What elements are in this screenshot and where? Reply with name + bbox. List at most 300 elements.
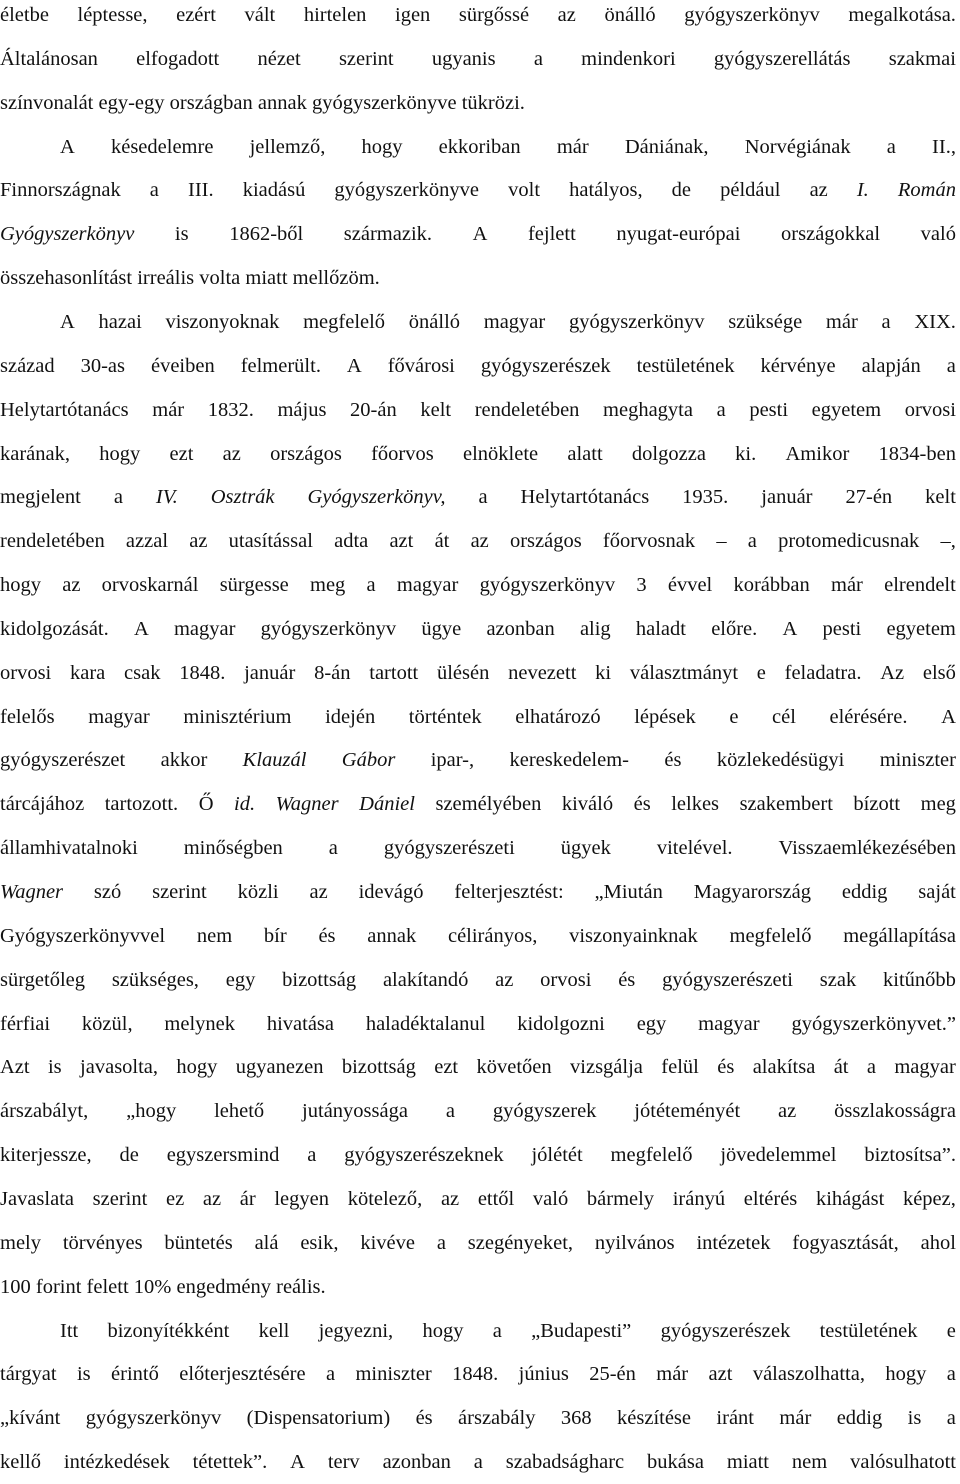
word: igen: [395, 4, 431, 26]
word: választmányt: [629, 661, 739, 684]
text-line: [0, 958, 956, 1002]
word: szerint: [152, 881, 207, 903]
word: bízott: [853, 793, 901, 816]
word: 1935.: [682, 486, 729, 509]
word: bizottság: [341, 1056, 416, 1079]
word: főorvosnak: [602, 530, 696, 553]
word: megfelelő: [729, 924, 812, 947]
italic-word: id.: [234, 793, 256, 816]
word: fogyasztását,: [792, 1231, 899, 1254]
word: való: [920, 223, 956, 246]
word: szak: [819, 968, 857, 991]
word: hirtelen: [303, 4, 367, 26]
word: vizsgálja: [570, 1056, 643, 1079]
word: azt: [708, 1363, 733, 1386]
word: kidolgozását.: [0, 617, 109, 640]
italic-word: Gábor: [341, 749, 396, 772]
word: a: [716, 398, 726, 421]
word: hogy: [422, 1319, 464, 1342]
word: gyógyszerkönyvet.”: [791, 1012, 956, 1035]
word: Amikor: [785, 442, 850, 465]
word: jegyezni,: [318, 1319, 394, 1342]
word: kiváló: [561, 793, 614, 816]
word: és: [318, 924, 336, 947]
word: –,: [940, 530, 956, 553]
word: az: [440, 1187, 460, 1210]
word: felmerült.: [240, 354, 321, 377]
word: életbe: [0, 4, 49, 26]
word: a: [946, 1407, 956, 1430]
word: Az: [880, 661, 905, 684]
word: gyógyszerészek: [480, 354, 611, 377]
word: gyógyszerkönyv: [85, 1407, 222, 1430]
word: hivatása: [266, 1012, 334, 1035]
word: gyógyszerek: [492, 1100, 597, 1123]
word: nem: [791, 1451, 828, 1474]
word: szakembert: [739, 793, 833, 816]
word: éveiben: [150, 354, 215, 377]
word: elérésére.: [829, 705, 908, 728]
word: léptesse,: [77, 4, 148, 26]
text-line: [0, 1177, 956, 1221]
word: az: [222, 442, 241, 465]
text-line: [0, 1002, 956, 1046]
text-line: [0, 168, 956, 212]
word: szükséges,: [111, 968, 199, 991]
word: például: [720, 179, 781, 202]
word: hogy: [361, 135, 403, 158]
word: gyógyszerellátás: [713, 47, 851, 70]
text-line: [0, 782, 956, 826]
text-line: [0, 0, 956, 37]
word: színvonalát: [0, 91, 94, 114]
word: bizottság: [282, 968, 357, 991]
word: feladatra.: [784, 661, 862, 684]
word: megfelelő: [303, 310, 386, 333]
word: gyógyszerkönyv: [260, 617, 397, 640]
word: évvel: [667, 574, 713, 597]
word: lépések: [634, 705, 696, 728]
word: bukása: [647, 1451, 704, 1474]
word: egy-egy: [98, 91, 165, 114]
text-line: [60, 300, 956, 344]
word: hazai: [98, 310, 142, 333]
italic-word: Dániel: [359, 793, 415, 816]
text-line: [0, 1221, 956, 1265]
word: a: [149, 179, 159, 202]
word: A: [60, 310, 75, 333]
word: ezért: [176, 4, 216, 26]
word: ezt: [434, 1056, 459, 1079]
word: akkor: [160, 749, 208, 772]
word: rendeletében: [474, 398, 580, 421]
word: tárgyat: [0, 1363, 57, 1386]
word: büntetés: [164, 1231, 233, 1254]
word: kivéve: [360, 1231, 415, 1254]
word: gyógyszerészeti: [662, 968, 793, 991]
word: alapján: [861, 354, 921, 377]
word: cél: [772, 705, 796, 728]
word: egyszersmind: [166, 1144, 280, 1167]
word: század: [0, 354, 55, 377]
word: is: [76, 1363, 91, 1386]
word: 30-as: [80, 354, 125, 377]
text-line: [0, 563, 956, 607]
word: ezt: [169, 442, 194, 465]
word: orvosi: [904, 398, 956, 421]
word: és: [415, 1407, 433, 1430]
word: már: [556, 135, 589, 158]
word: ahol: [920, 1231, 956, 1254]
word: törvényes: [62, 1231, 143, 1254]
word: nevezett: [508, 661, 577, 684]
word: szerint: [338, 47, 394, 70]
word: jótéteményét: [634, 1100, 741, 1123]
word: idején: [325, 705, 376, 728]
word: gyógyszerészek: [660, 1319, 791, 1342]
word: A: [60, 135, 75, 158]
italic-word: Wagner: [275, 793, 339, 816]
italic-word: Osztrák: [210, 486, 275, 509]
word: jólétét: [531, 1144, 583, 1167]
word: a: [492, 1319, 502, 1342]
word: jutányossága: [302, 1100, 408, 1123]
word: irreális: [137, 267, 195, 290]
word: már: [831, 574, 863, 597]
word: eddig: [836, 1407, 883, 1430]
word: Finnországnak: [0, 179, 121, 202]
word: szüksége: [728, 310, 803, 333]
word: magyar: [894, 1056, 956, 1079]
word: de: [119, 1144, 139, 1167]
word: közli: [237, 881, 279, 903]
text-line: [0, 1045, 956, 1089]
italic-word: IV.: [155, 486, 178, 509]
text-line: [0, 826, 956, 870]
word: 1848.: [452, 1363, 499, 1386]
word: 8-án: [314, 661, 351, 684]
word: annak: [367, 924, 417, 947]
word: kiterjessze,: [0, 1144, 92, 1167]
word: elhatározó: [515, 705, 601, 728]
word: át: [833, 1056, 849, 1079]
word: meg: [920, 793, 956, 816]
word: 1848.: [179, 661, 226, 684]
word: (Dispensatorium): [246, 1407, 391, 1430]
word: 1834-ben: [878, 442, 956, 465]
word: történtek: [408, 705, 482, 728]
word: „kívánt: [0, 1407, 61, 1430]
text-line: [0, 388, 956, 432]
word: május: [277, 398, 327, 421]
word: és: [717, 1056, 735, 1079]
word: a: [886, 135, 896, 158]
word: január: [244, 661, 296, 684]
word: biztosítsa”.: [864, 1144, 956, 1167]
text-line: [0, 870, 956, 914]
word: annak: [257, 91, 307, 114]
word: államhivatalnoki: [0, 837, 138, 860]
word: tétettek”.: [192, 1451, 268, 1474]
word: át: [434, 530, 450, 553]
text-line: [0, 607, 956, 651]
word: forint: [35, 1275, 82, 1298]
word: legyen: [274, 1187, 330, 1210]
word: esik,: [300, 1231, 339, 1254]
word: –: [716, 530, 727, 553]
word: megjelent: [0, 486, 81, 509]
word: kellő: [0, 1451, 41, 1474]
word: ár: [239, 1187, 256, 1210]
word: Norvégiának: [744, 135, 851, 158]
word: lelkes: [671, 793, 720, 816]
word: 1832.: [207, 398, 254, 421]
word: III.: [188, 179, 214, 202]
italic-word: Klauzál: [242, 749, 307, 772]
word: intézkedések: [63, 1451, 170, 1474]
word: gyógyszerkönyv: [684, 4, 820, 26]
word: eddig: [841, 881, 888, 903]
word: ipar-,: [430, 749, 475, 772]
text-line: [0, 914, 956, 958]
word: is: [174, 223, 189, 246]
word: is: [907, 1407, 922, 1430]
word: gyógyszerészet: [0, 749, 126, 772]
word: ez: [166, 1187, 185, 1210]
word: gyógyszerkönyv: [568, 310, 705, 333]
word: gyógyszerészeti: [383, 837, 515, 860]
word: csak: [124, 661, 161, 684]
word: és: [618, 968, 636, 991]
word: valósulhatott: [850, 1451, 956, 1474]
word: válaszolhatta,: [752, 1363, 865, 1386]
text-line: [0, 1396, 956, 1440]
word: a: [113, 486, 123, 509]
text-line: [0, 432, 956, 476]
text-line: [0, 475, 956, 519]
word: már: [825, 310, 858, 333]
word: Ő: [198, 793, 214, 816]
word: utasítással: [228, 530, 313, 553]
word: miatt: [726, 1451, 770, 1474]
word: a: [946, 1363, 956, 1386]
word: mely: [0, 1231, 41, 1254]
word: önálló: [408, 310, 461, 333]
word: kötelező,: [347, 1187, 423, 1210]
word: kell: [258, 1319, 290, 1342]
word: gyógyszerészeknek: [344, 1144, 504, 1167]
word: készítése: [617, 1407, 692, 1430]
word: volt: [508, 179, 541, 202]
word: nem: [196, 924, 233, 947]
word: 20-án: [350, 398, 397, 421]
word: Helytartótanács: [0, 398, 129, 421]
word: pesti: [822, 617, 862, 640]
word: azonban: [382, 1451, 451, 1474]
word: megalkotása.: [848, 4, 956, 26]
word: korábban: [733, 574, 810, 597]
word: orvosi: [0, 661, 52, 684]
word: sürgőssé: [458, 4, 530, 26]
word: nyugat-európai: [616, 223, 741, 246]
word: ugyanis: [431, 47, 496, 70]
word: kitűnőbb: [883, 968, 956, 991]
word: e: [756, 661, 766, 684]
word: volta: [199, 267, 241, 290]
word: Dániának,: [624, 135, 709, 158]
word: melynek: [164, 1012, 235, 1035]
word: követően: [476, 1056, 552, 1079]
word: elfogadott: [136, 47, 220, 70]
text-line: [0, 1265, 956, 1309]
word: ekkoriban: [438, 135, 521, 158]
word: gyógyszerkönyv: [479, 574, 616, 597]
text-line: [0, 256, 956, 300]
word: képez,: [902, 1187, 956, 1210]
word: az: [309, 881, 328, 903]
word: hogy: [0, 574, 41, 597]
word: sürgesse: [219, 574, 289, 597]
word: kihágást: [815, 1187, 885, 1210]
word: magyar: [483, 310, 546, 333]
word: alá: [254, 1231, 279, 1254]
word: az: [778, 1100, 797, 1123]
word: ki: [595, 661, 612, 684]
word: az: [495, 968, 514, 991]
word: ügye: [421, 617, 462, 640]
word: rendeletében: [0, 530, 105, 553]
word: karának,: [0, 442, 70, 465]
word: miniszter: [879, 749, 956, 772]
word: érintő: [111, 1363, 159, 1386]
word: bármely: [586, 1187, 655, 1210]
word: protomedicusnak: [778, 530, 920, 553]
word: kelt: [420, 398, 452, 421]
word: az: [189, 530, 208, 553]
word: a: [478, 486, 488, 509]
word: magyar: [698, 1012, 760, 1035]
word: alakítandó: [382, 968, 469, 991]
word: saját: [918, 881, 956, 903]
word: „Budapesti”: [531, 1319, 632, 1342]
word: 10%: [133, 1275, 172, 1298]
word: bír: [263, 924, 287, 947]
word: „hogy: [126, 1100, 177, 1123]
word: alakítsa: [752, 1056, 816, 1079]
word: Általánosan: [0, 47, 98, 70]
word: előterjesztésére: [179, 1363, 306, 1386]
word: 100: [0, 1275, 31, 1298]
word: a: [747, 530, 757, 553]
word: idevágó: [358, 881, 424, 903]
word: Helytartótanács: [520, 486, 650, 509]
word: a: [881, 310, 891, 333]
word: megfelelő: [610, 1144, 693, 1167]
word: testületének: [819, 1319, 918, 1342]
word: fejlett: [527, 223, 576, 246]
word: egyetem: [811, 398, 882, 421]
word: egyetem: [886, 617, 956, 640]
word: férfiai: [0, 1012, 51, 1035]
text-line: [0, 1089, 956, 1133]
word: Magyarország: [693, 881, 811, 903]
word: felett: [86, 1275, 129, 1298]
word: tartott: [369, 661, 419, 684]
word: kelt: [925, 486, 956, 509]
word: jellemző,: [249, 135, 326, 158]
word: árszabály: [458, 1407, 536, 1430]
text-line: [0, 1133, 956, 1177]
italic-word: Gyógyszerkönyv,: [307, 486, 446, 509]
word: ettől: [477, 1187, 515, 1210]
word: engedmény: [176, 1275, 271, 1298]
word: már: [656, 1363, 689, 1386]
word: intézetek: [696, 1231, 771, 1254]
word: hogy: [176, 1056, 218, 1079]
word: „Miután: [594, 881, 663, 903]
word: alatt: [567, 442, 603, 465]
word: minőségben: [183, 837, 283, 860]
word: A: [290, 1451, 305, 1474]
word: felül: [661, 1056, 699, 1079]
word: az: [557, 4, 576, 26]
word: iránt: [716, 1407, 754, 1430]
word: kereskedelem-: [509, 749, 630, 772]
word: árszabályt,: [0, 1100, 89, 1123]
word: orvoskarnál: [101, 574, 199, 597]
word: de: [671, 179, 692, 202]
word: országokkal: [781, 223, 881, 246]
word: haladéktalanul: [365, 1012, 486, 1035]
word: orvosi: [540, 968, 592, 991]
word: nyilvános: [594, 1231, 675, 1254]
word: jövedelemmel: [720, 1144, 837, 1167]
word: az: [470, 530, 489, 553]
word: terv: [327, 1451, 360, 1474]
word: magyar: [173, 617, 236, 640]
italic-word: Wagner: [0, 881, 64, 903]
word: hogy: [885, 1363, 927, 1386]
text-line: [0, 695, 956, 739]
word: egy: [225, 968, 256, 991]
text-line: [0, 651, 956, 695]
word: gyógyszerkönyve: [334, 179, 480, 202]
text-line: [0, 738, 956, 782]
word: szerint: [92, 1187, 148, 1210]
word: ki.: [735, 442, 757, 465]
word: előre.: [711, 617, 758, 640]
word: kara: [70, 661, 106, 684]
word: II.,: [932, 135, 956, 158]
word: hatályos,: [569, 179, 643, 202]
word: ülésén: [436, 661, 490, 684]
word: meg: [310, 574, 346, 597]
italic-word: I.: [856, 179, 869, 202]
word: és: [664, 749, 682, 772]
word: e: [946, 1319, 956, 1342]
word: szabadságharc: [505, 1451, 625, 1474]
word: 27-én: [845, 486, 893, 509]
word: főorvos: [371, 442, 434, 465]
word: 368: [560, 1407, 592, 1430]
word: azzal: [125, 530, 169, 553]
word: január: [761, 486, 813, 509]
word: az: [809, 179, 828, 202]
text-line: [60, 1309, 956, 1353]
word: Javaslata: [0, 1187, 74, 1210]
word: testületének: [636, 354, 735, 377]
word: tükrözi.: [461, 91, 525, 114]
